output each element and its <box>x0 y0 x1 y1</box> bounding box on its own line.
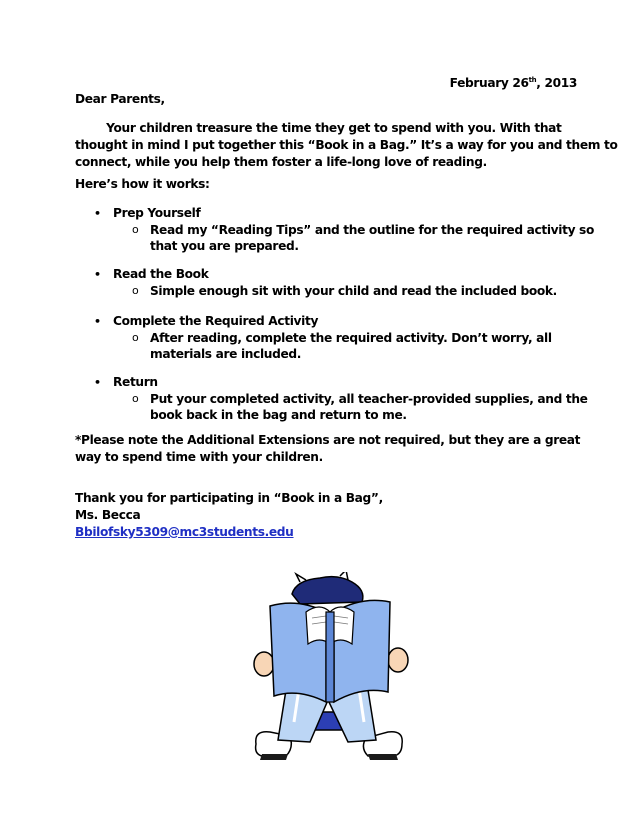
step-detail: Read my “Reading Tips” and the outline for the required activity so <box>150 223 594 237</box>
step-detail: Put your completed activity, all teacher-provided supplies, and the <box>150 392 588 406</box>
step-label: Read the Book <box>113 267 209 281</box>
bullet: • <box>94 315 102 328</box>
intro-line: connect, while you help them foster a life-long love of reading. <box>75 155 487 169</box>
child-reading-book-icon <box>240 572 420 772</box>
greeting: Dear Parents, <box>75 92 165 106</box>
step-detail: Simple enough sit with your child and read the included book. <box>150 284 557 298</box>
bullet: • <box>94 376 102 389</box>
sub-bullet: o <box>132 284 139 297</box>
intro-line: thought in mind I put together this “Book in a Bag.” It’s a way for you and them to <box>75 138 618 152</box>
bullet: • <box>94 207 102 220</box>
bullet: • <box>94 268 102 281</box>
note-line: way to spend time with your children. <box>75 450 323 464</box>
intro-paragraph <box>75 120 618 171</box>
how-heading: Here’s how it works: <box>75 177 210 191</box>
step-detail: After reading, complete the required activity. Don’t worry, all <box>150 331 552 345</box>
step-label: Return <box>113 375 158 389</box>
note-paragraph <box>75 432 580 466</box>
step-detail: that you are prepared. <box>150 239 299 253</box>
intro-line: Your children treasure the time they get to spend with you. With that <box>75 121 562 135</box>
note-line: *Please note the Additional Extensions are not required, but they are a great <box>75 433 581 447</box>
sub-bullet: o <box>132 392 139 405</box>
signature: Ms. Becca <box>75 508 141 522</box>
closing-line: Thank you for participating in “Book in a Bag”, <box>75 491 383 505</box>
step-label: Complete the Required Activity <box>113 314 319 328</box>
sub-bullet: o <box>132 331 139 344</box>
step-detail: materials are included. <box>150 347 302 361</box>
letter-date: February 26th, 2013 <box>449 76 577 90</box>
step-label: Prep Yourself <box>113 206 201 220</box>
sub-bullet: o <box>132 223 139 236</box>
step-detail: book back in the bag and return to me. <box>150 408 407 422</box>
email-link[interactable]: Bbilofsky5309@mc3students.edu <box>75 525 294 539</box>
